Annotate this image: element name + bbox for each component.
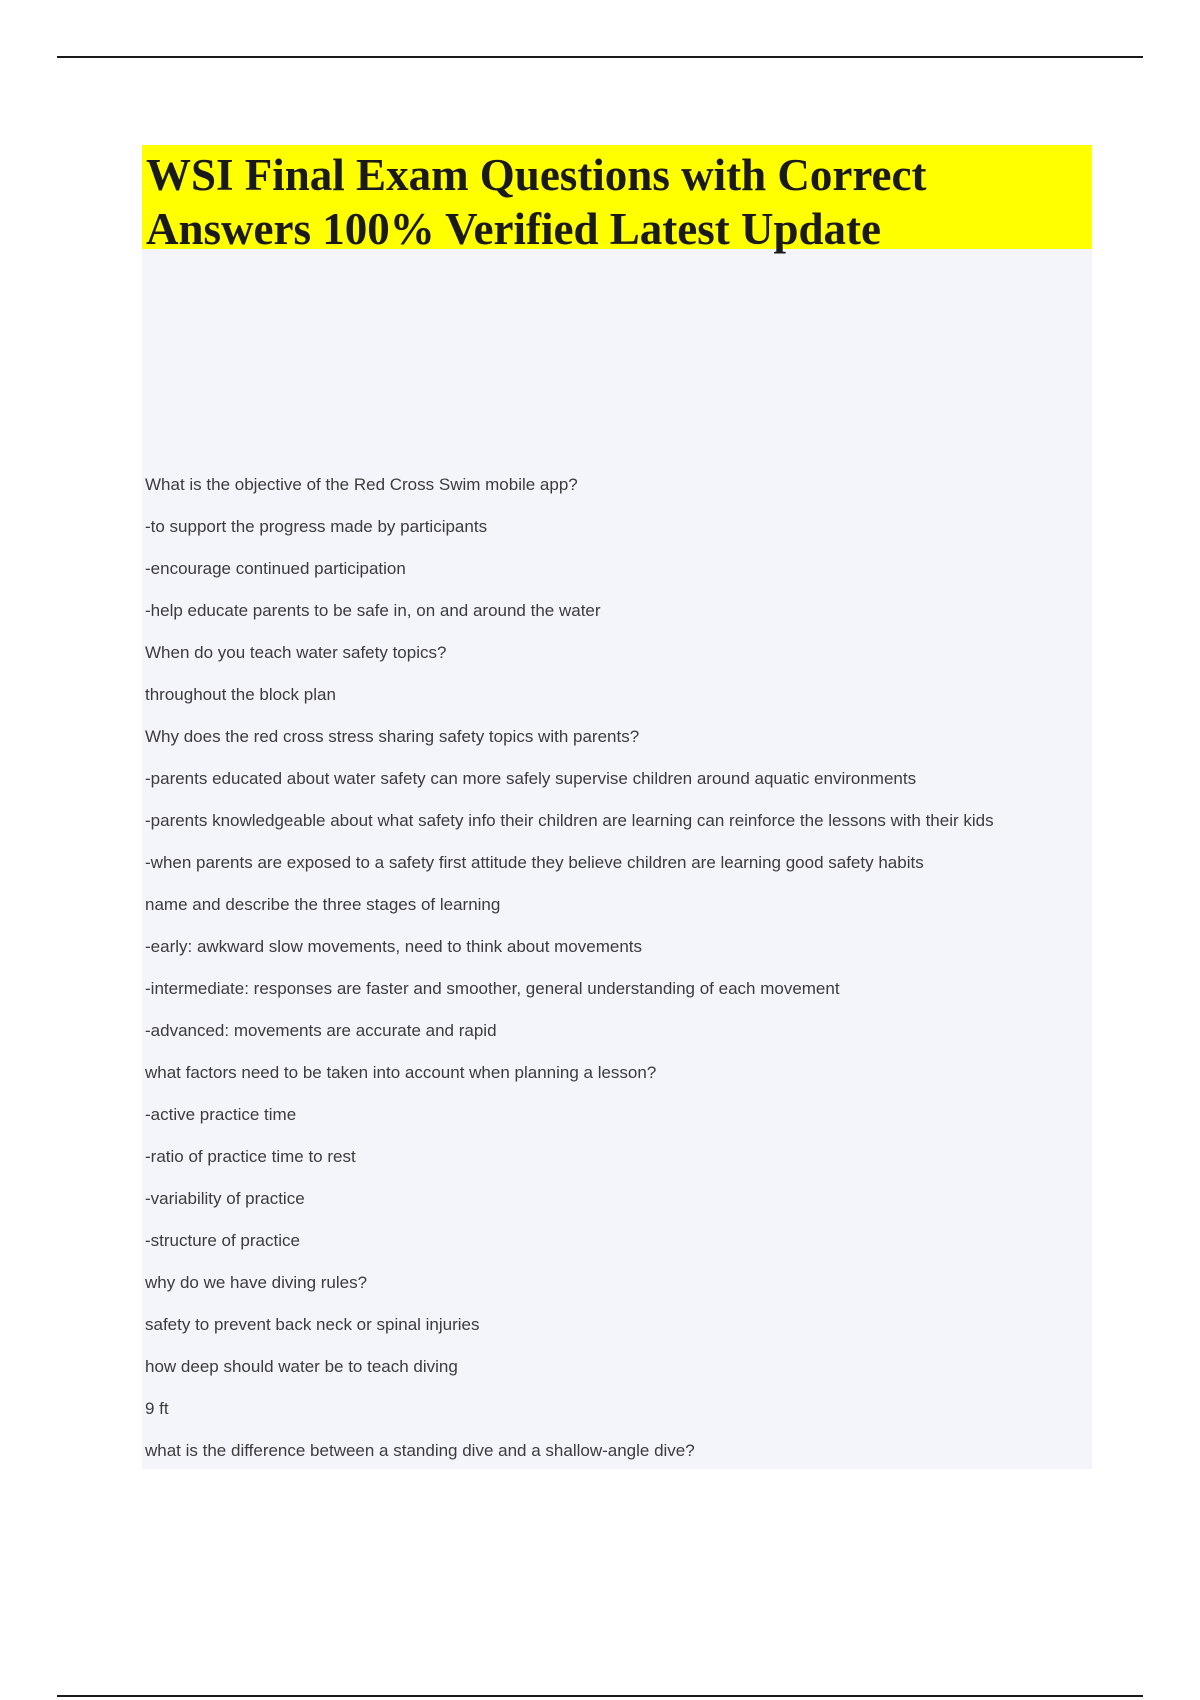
question-line: what factors need to be taken into account when planning a lesson? [145, 1063, 657, 1082]
answer-line: throughout the block plan [145, 685, 336, 704]
title-line-1: WSI Final Exam Questions with Correct [146, 150, 927, 200]
answer-line: -ratio of practice time to rest [145, 1147, 356, 1166]
question-line: When do you teach water safety topics? [145, 643, 447, 662]
question-line: name and describe the three stages of learning [145, 895, 501, 914]
title-highlight [142, 145, 1092, 254]
answer-line: -variability of practice [145, 1189, 305, 1208]
answer-line: -help educate parents to be safe in, on and around the water [145, 601, 601, 620]
question-line: why do we have diving rules? [145, 1273, 368, 1292]
answer-line: 9 ft [145, 1399, 169, 1418]
document-content [142, 145, 1092, 1469]
question-line: Why does the red cross stress sharing safety topics with parents? [145, 727, 640, 746]
title-line-2: Answers 100% Verified Latest Update [146, 204, 881, 254]
qa-list [145, 464, 1090, 1472]
question-line: what is the difference between a standing dive and a shallow-angle dive? [145, 1441, 695, 1460]
answer-line: -structure of practice [145, 1231, 300, 1250]
answer-line: -parents educated about water safety can more safely supervise children around aquatic environments [145, 769, 917, 788]
answer-line: -parents knowledgeable about what safety info their children are learning can reinforce the lessons with their kids [145, 811, 994, 830]
answer-line: -when parents are exposed to a safety first attitude they believe children are learning good safety habits [145, 853, 924, 872]
answer-line: -to support the progress made by participants [145, 517, 488, 536]
question-line: how deep should water be to teach diving [145, 1357, 458, 1376]
question-line: What is the objective of the Red Cross Swim mobile app? [145, 475, 578, 494]
answer-line: -intermediate: responses are faster and smoother, general understanding of each movement [145, 979, 840, 998]
answer-line: -advanced: movements are accurate and rapid [145, 1021, 497, 1040]
answer-line: -encourage continued participation [145, 559, 406, 578]
document-title [146, 148, 1088, 256]
top-rule [57, 56, 1143, 58]
answer-line: -early: awkward slow movements, need to think about movements [145, 937, 643, 956]
answer-line: -active practice time [145, 1105, 297, 1124]
bottom-rule [57, 1695, 1143, 1697]
answer-line: safety to prevent back neck or spinal injuries [145, 1315, 480, 1334]
